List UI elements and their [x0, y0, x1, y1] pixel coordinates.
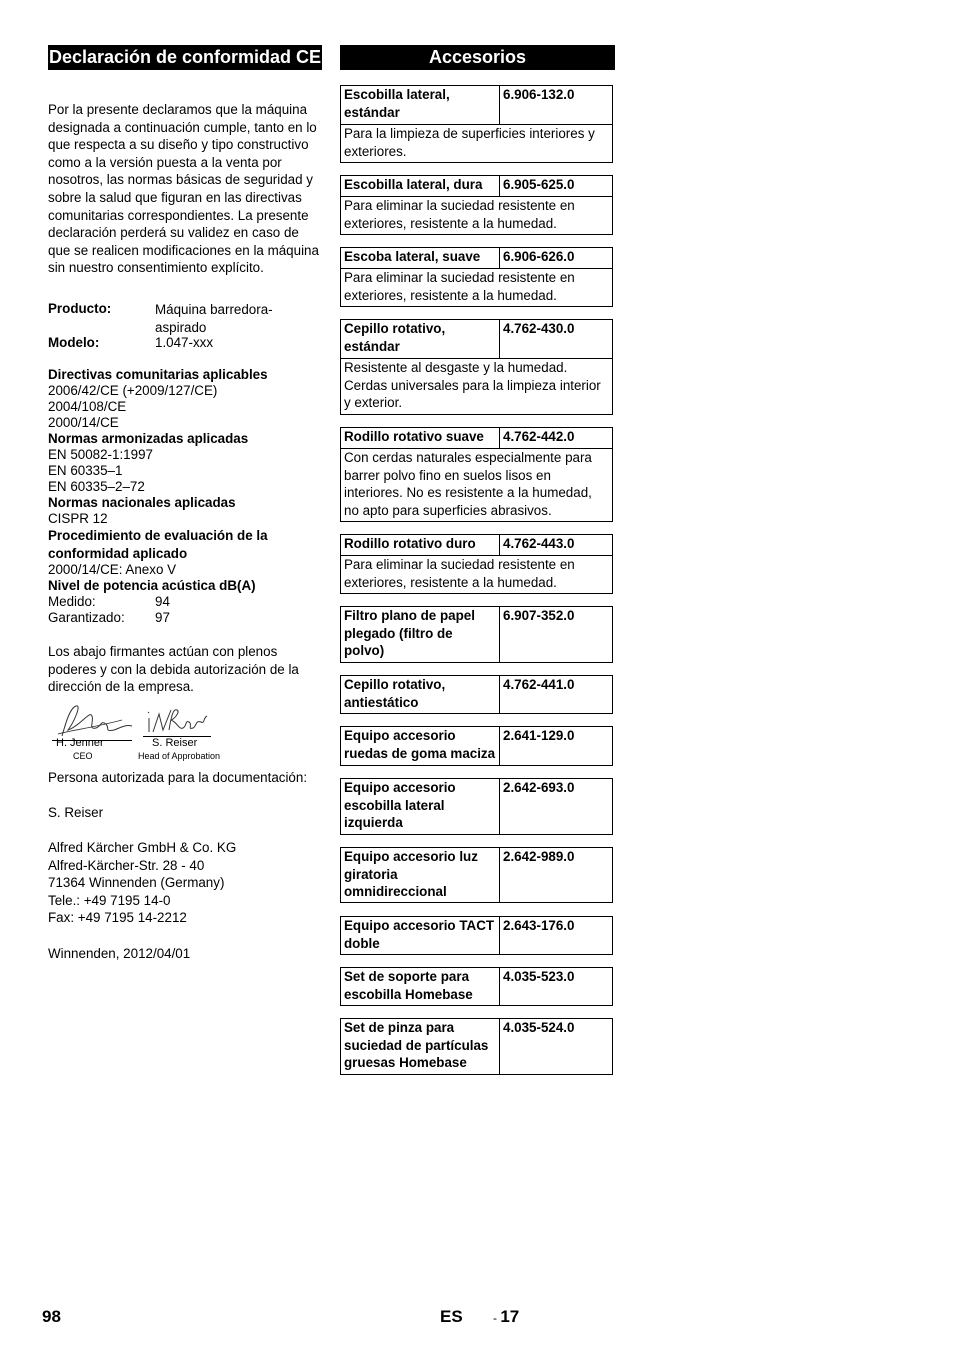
- accessory-name: Equipo accesorio ruedas de goma maciza: [341, 727, 500, 765]
- accessory-item: [340, 847, 613, 903]
- accessory-name: Equipo accesorio TACT doble: [341, 917, 500, 954]
- accessory-number: 4.035-524.0: [503, 1020, 575, 1035]
- accessory-number: 4.762-430.0: [503, 321, 575, 336]
- address-line: Alfred Kärcher GmbH & Co. KG: [48, 840, 237, 855]
- harmonized-item: EN 60335–1: [48, 463, 123, 478]
- accessory-item: [340, 675, 613, 714]
- section-heading-conformity: Declaración de conformidad CE: [48, 45, 322, 70]
- accessory-item: [340, 247, 613, 307]
- directive-item: 2006/42/CE (+2009/127/CE): [48, 383, 218, 398]
- accessory-item: [340, 967, 613, 1006]
- signer2-role: Head of Approbation: [138, 751, 221, 761]
- model-row: [48, 335, 320, 351]
- accessory-number: 4.762-441.0: [503, 677, 575, 692]
- accessory-desc: Para la limpieza de superficies interiores y exteriores.: [341, 124, 612, 160]
- authorized-name: S. Reiser: [48, 805, 104, 820]
- signer1-role: CEO: [73, 751, 93, 761]
- accessory-name: Cepillo rotativo, antiestático: [341, 676, 500, 713]
- place-date: Winnenden, 2012/04/01: [48, 946, 191, 961]
- measured-label: Medido:: [48, 594, 96, 610]
- accessory-name: Filtro plano de papel plegado (filtro de polvo): [341, 607, 500, 662]
- accessory-number: 6.906-626.0: [503, 249, 575, 264]
- noise-label: Nivel de potencia acústica dB(A): [48, 578, 256, 594]
- section-page-value: 17: [500, 1307, 520, 1326]
- address-line: Alfred-Kärcher-Str. 28 - 40: [48, 857, 205, 873]
- accessory-name: Rodillo rotativo duro: [341, 535, 500, 555]
- address-line: Fax: +49 7195 14-2212: [48, 910, 187, 926]
- accessory-item: [340, 175, 613, 235]
- accessory-number: 4.762-443.0: [503, 536, 575, 551]
- accessory-desc: Para eliminar la suciedad resistente en exteriores, resistente a la humedad.: [341, 196, 612, 232]
- accessory-item: [340, 726, 613, 766]
- page-number: 98: [42, 1307, 61, 1326]
- accessory-desc: Para eliminar la suciedad resistente en exteriores, resistente a la humedad.: [341, 268, 612, 304]
- standards-block: [48, 367, 328, 626]
- harmonized-label: Normas armonizadas aplicadas: [48, 431, 249, 446]
- signer2-name: S. Reiser: [152, 737, 198, 749]
- accessory-desc: Resistente al desgaste y la humedad. Cerdas universales para la limpieza interior y exterior.: [341, 358, 612, 412]
- harmonized-item: EN 60335–2–72: [48, 479, 145, 494]
- national-label: Normas nacionales aplicadas: [48, 495, 236, 510]
- accessory-item: [340, 534, 613, 594]
- accessory-number: 2.643-176.0: [503, 918, 575, 933]
- accessory-name: Equipo accesorio escobilla lateral izquierda: [341, 779, 500, 834]
- address-line: 71364 Winnenden (Germany): [48, 875, 225, 891]
- accessory-number: 2.641-129.0: [503, 728, 575, 743]
- signer1-name: H. Jenner: [56, 737, 104, 749]
- language-code: ES: [440, 1307, 463, 1326]
- procedure-label: Procedimiento de evaluación de la conformidad aplicado: [48, 528, 268, 561]
- guaranteed-label: Garantizado:: [48, 610, 125, 626]
- national-item: CISPR 12: [48, 511, 108, 526]
- guaranteed-value: 97: [155, 610, 170, 626]
- directive-item: 2000/14/CE: [48, 415, 119, 430]
- intro-paragraph: Por la presente declaramos que la máquina designada a continuación cumple, tanto en lo que respecta a su diseño y tipo constructivo como a la versión puesta a la venta por nosotros, las normas básicas de seguridad y sobre la salud que figuran en las directivas comunitarias correspondientes. La presente declaración perderá su validez en caso de que se realicen modificaciones en la máquina sin nuestro consentimiento explícito.: [48, 102, 319, 276]
- accessory-number: 2.642-693.0: [503, 780, 575, 795]
- accessory-desc: Para eliminar la suciedad resistente en exteriores, resistente a la humedad.: [341, 555, 612, 591]
- accessory-name: Escoba lateral, suave: [341, 248, 500, 268]
- accessory-item: [340, 85, 613, 163]
- section-page-text: [493, 1307, 520, 1326]
- product-value: Máquina barredora-aspirado: [155, 302, 273, 335]
- section-page: [493, 1307, 519, 1327]
- product-label: Producto:: [48, 301, 112, 316]
- directives-label: Directivas comunitarias aplicables: [48, 367, 268, 382]
- model-label: Modelo:: [48, 335, 100, 350]
- accessory-number: 4.035-523.0: [503, 969, 575, 984]
- guaranteed-row: [48, 610, 328, 626]
- accessory-name: Rodillo rotativo suave: [341, 428, 500, 448]
- section-page-dash: -: [493, 1311, 501, 1325]
- accessory-item: [340, 319, 613, 415]
- signature-jenner: [52, 700, 137, 742]
- accessory-number: 6.907-352.0: [503, 608, 575, 623]
- procedure-item: 2000/14/CE: Anexo V: [48, 562, 177, 578]
- harmonized-item: EN 50082-1:1997: [48, 447, 153, 462]
- section-heading-accessories: Accesorios: [340, 45, 615, 70]
- accessory-number: 6.906-132.0: [503, 87, 575, 102]
- directive-item: 2004/108/CE: [48, 399, 127, 414]
- accessory-item: [340, 427, 613, 522]
- model-value: 1.047-xxx: [155, 335, 214, 350]
- product-row: [48, 301, 320, 336]
- measured-row: [48, 594, 328, 610]
- signature-reiser: [143, 704, 213, 738]
- company-address: [48, 839, 322, 927]
- accessory-number: 2.642-989.0: [503, 849, 575, 864]
- accessory-desc: Con cerdas naturales especialmente para barrer polvo fino en suelos lisos en interiores. No es resistente a la humedad, no apto para superficies abrasivos.: [341, 448, 612, 519]
- accessory-item: [340, 1018, 613, 1075]
- measured-value: 94: [155, 594, 170, 610]
- accessory-name: Escobilla lateral, dura: [341, 176, 500, 196]
- signers-paragraph: Los abajo firmantes actúan con plenos poderes y con la debida autorización de la dirección de la empresa.: [48, 644, 299, 695]
- accessory-item: [340, 606, 613, 663]
- accessory-item: [340, 916, 613, 955]
- address-line: Tele.: +49 7195 14-0: [48, 892, 171, 908]
- accessory-name: Cepillo rotativo, estándar: [341, 320, 500, 358]
- accessory-name: Escobilla lateral, estándar: [341, 86, 500, 124]
- accessory-name: Equipo accesorio luz giratoria omnidireccional: [341, 848, 500, 902]
- accessory-name: Set de soporte para escobilla Homebase: [341, 968, 500, 1005]
- accessory-name: Set de pinza para suciedad de partículas gruesas Homebase: [341, 1019, 500, 1074]
- accessory-item: [340, 778, 613, 835]
- accessory-number: 6.905-625.0: [503, 177, 575, 192]
- accessory-number: 4.762-442.0: [503, 429, 575, 444]
- authorized-text: Persona autorizada para la documentación:: [48, 770, 308, 785]
